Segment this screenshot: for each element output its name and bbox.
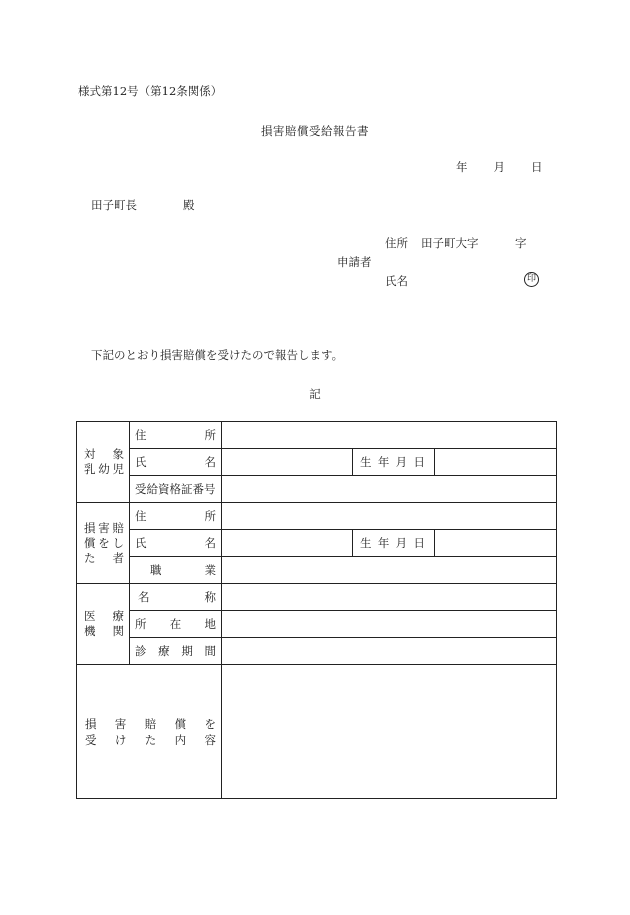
compensator-name-label: 氏 名: [130, 530, 222, 557]
infant-address-label: 住 所: [130, 422, 222, 449]
infant-dob-field[interactable]: [435, 449, 557, 476]
compensator-dob-label: 生 年 月 日: [353, 530, 435, 557]
date-line: [456, 160, 543, 174]
year-label: 年: [456, 160, 468, 174]
facility-name-label: 名 称: [130, 584, 222, 611]
compensator-dob-field[interactable]: [435, 530, 557, 557]
applicant-role: 申請者: [337, 255, 372, 269]
applicant-address-label: 住所: [385, 236, 408, 250]
location-field[interactable]: [222, 611, 557, 638]
treatment-period-field[interactable]: [222, 638, 557, 665]
infant-dob-label: 生 年 月 日: [353, 449, 435, 476]
occupation-label: 職 業: [130, 557, 222, 584]
document-title: 損害賠償受給報告書: [261, 124, 369, 138]
compensation-content-label: 損 害 賠 償 を 受 け た 内 容: [77, 665, 222, 799]
compensator-address-field[interactable]: [222, 503, 557, 530]
applicant-aza-label: 字: [515, 236, 527, 250]
facility-name-field[interactable]: [222, 584, 557, 611]
target-infant-group: 対 象 乳 幼 児: [77, 422, 130, 503]
cert-number-label: 受給資格証番号: [130, 476, 222, 503]
treatment-period-label: 診 療 期 間: [130, 638, 222, 665]
seal-mark-icon: 印: [524, 272, 539, 287]
infant-name-label: 氏 名: [130, 449, 222, 476]
form-number: 様式第12号（第12条関係）: [78, 84, 223, 98]
cert-number-field[interactable]: [222, 476, 557, 503]
infant-name-field[interactable]: [222, 449, 353, 476]
compensator-address-label: 住 所: [130, 503, 222, 530]
addressee: 田子町長 殿: [91, 198, 195, 212]
medical-institution-group: 医 療 機 関: [77, 584, 130, 665]
compensator-group: 損 害 賠 償 を し た 者: [77, 503, 130, 584]
day-label: 日: [531, 160, 543, 174]
compensator-name-field[interactable]: [222, 530, 353, 557]
month-label: 月: [493, 160, 505, 174]
occupation-field[interactable]: [222, 557, 557, 584]
infant-address-field[interactable]: [222, 422, 557, 449]
applicant-name-label: 氏名: [385, 274, 408, 288]
report-table: [76, 421, 557, 799]
ki-heading: 記: [309, 387, 321, 401]
compensation-content-field[interactable]: [222, 665, 557, 799]
applicant-address-value: 田子町大字: [421, 236, 479, 250]
location-label: 所 在 地: [130, 611, 222, 638]
statement: 下記のとおり損害賠償を受けたので報告します。: [91, 348, 344, 362]
